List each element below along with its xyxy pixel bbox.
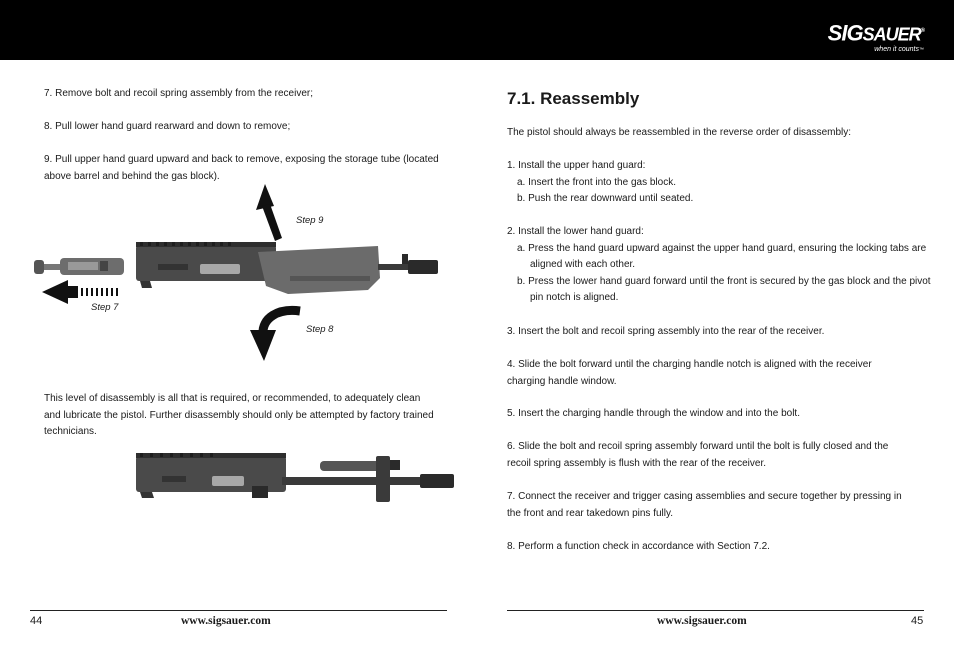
step-7-caption: Step 7 (91, 302, 119, 313)
registered-mark: ® (920, 28, 924, 34)
header-bar (0, 0, 954, 60)
reassembly-step-1a: a. Insert the front into the gas block. (517, 176, 676, 188)
bolt-assembly-illustration (34, 258, 124, 275)
disassembly-figure (28, 180, 448, 365)
reassembly-step-3: 3. Insert the bolt and recoil spring assembly into the rear of the receiver. (507, 326, 825, 337)
step-8-arrow-icon (250, 310, 300, 361)
pistol-upper-illustration (136, 242, 438, 294)
left-footer-rule (30, 610, 447, 611)
sig-sauer-logo (828, 20, 924, 54)
reassembly-step-6: 6. Slide the bolt and recoil spring assembly forward until the bolt is fully closed and the recoil spring assembly is flush with the rear of the receiver. (507, 441, 889, 469)
tagline-text: when it counts (874, 46, 919, 54)
right-page-number: 45 (911, 615, 924, 627)
step-9-arrow-icon (256, 184, 282, 241)
brand-wordmark (828, 20, 924, 45)
disassembly-step-9: 9. Pull upper hand guard upward and back to remove, exposing the storage tube (located above barrel and behind the gas block). (44, 154, 439, 182)
reassembly-step-1: 1. Install the upper hand guard: (507, 160, 646, 171)
right-footer-rule (507, 610, 924, 611)
disassembly-note: This level of disassembly is all that is required, or recommended, to adequately clean and lubricate the pistol. Further disassembly should only be attempted by factory trained technicians. (44, 393, 434, 437)
reassembly-step-8: 8. Perform a function check in accordance with Section 7.2. (507, 541, 770, 552)
reassembly-step-2b: b. Press the lower hand guard forward until the front is secured by the gas block and the pivot pin notch is aligned. (517, 275, 931, 303)
exposed-barrel-figure (132, 450, 462, 510)
brand-tagline (828, 46, 924, 54)
brand-sig: SIG (827, 20, 863, 46)
reassembly-step-5: 5. Insert the charging handle through the window and into the bolt. (507, 408, 800, 419)
disassembly-step-7: 7. Remove bolt and recoil spring assembly from the receiver; (44, 88, 314, 99)
right-footer-url[interactable]: www.sigsauer.com (657, 615, 747, 627)
reassembly-step-4: 4. Slide the bolt forward until the charging handle notch is aligned with the receiver charging handle window. (507, 359, 872, 387)
reassembly-step-2: 2. Install the lower hand guard: (507, 226, 644, 237)
brand-sauer: SAUER (862, 24, 921, 45)
left-footer-url[interactable]: www.sigsauer.com (181, 615, 271, 627)
step-9-caption: Step 9 (296, 215, 324, 226)
step-8-caption: Step 8 (306, 324, 334, 335)
reassembly-step-1b: b. Push the rear downward until seated. (517, 193, 694, 204)
section-heading: 7.1. Reassembly (507, 89, 640, 108)
reassembly-step-2a: a. Press the hand guard upward against the upper hand guard, ensuring the locking tabs are aligned with each other. (517, 242, 927, 270)
tagline-tm: ™ (919, 47, 924, 54)
disassembly-step-8: 8. Pull lower hand guard rearward and down to remove; (44, 121, 291, 132)
reassembly-step-7: 7. Connect the receiver and trigger casing assemblies and secure together by pressing in the front and rear takedown pins fully. (507, 491, 902, 519)
left-page-number: 44 (30, 615, 43, 627)
step-7-arrow-icon (42, 280, 118, 304)
reassembly-intro: The pistol should always be reassembled in the reverse order of disassembly: (507, 127, 852, 138)
